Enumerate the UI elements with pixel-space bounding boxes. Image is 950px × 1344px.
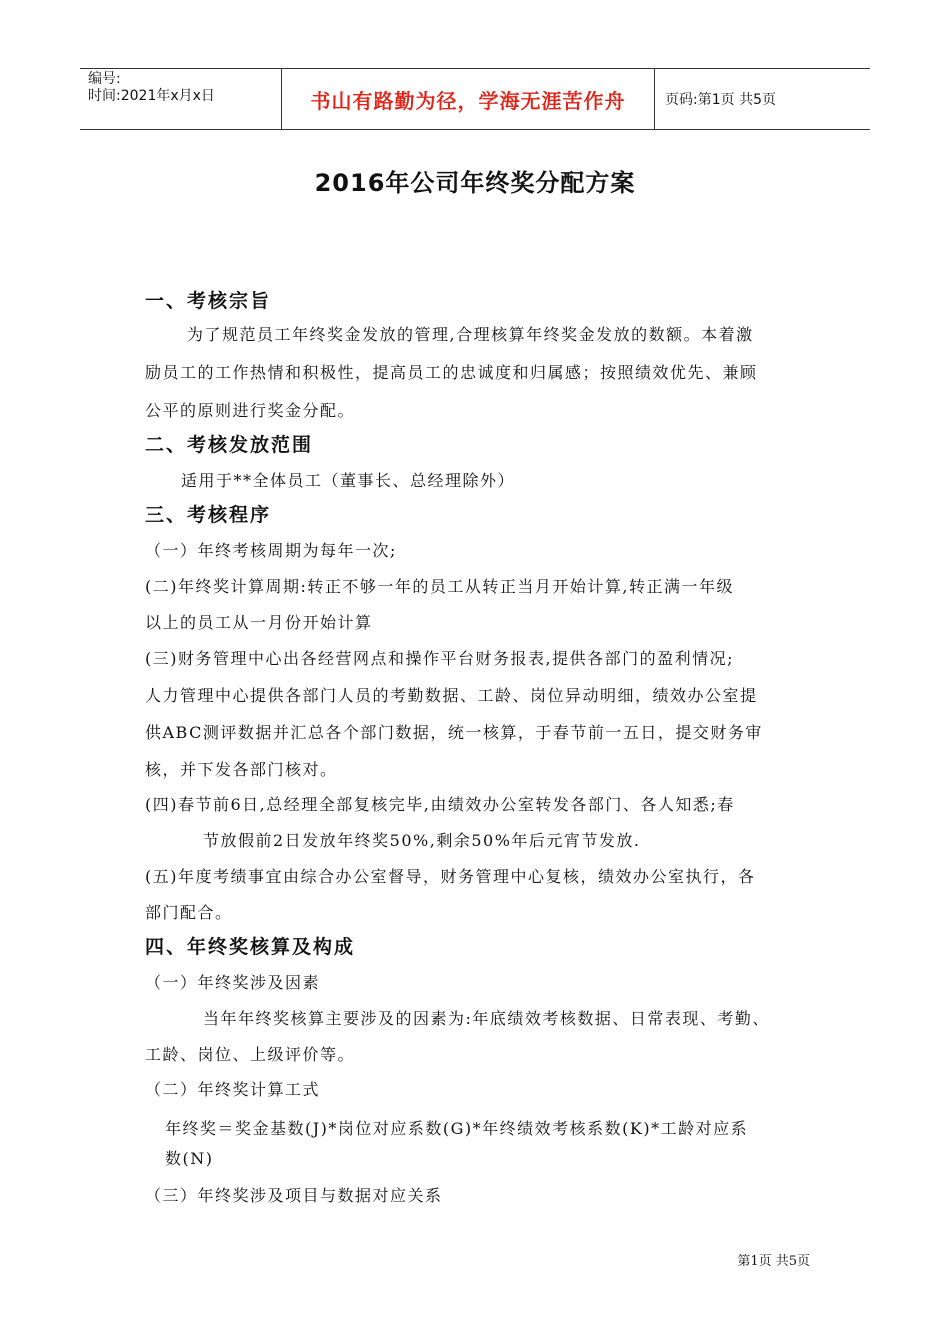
list-item: 部门配合。 xyxy=(145,903,233,922)
subheading: （一）年终奖涉及因素 xyxy=(145,973,321,992)
section-heading-2: 二、考核发放范围 xyxy=(145,434,314,456)
list-item: 核，并下发各部门核对。 xyxy=(145,760,338,779)
list-item: （一）年终考核周期为每年一次; xyxy=(145,541,397,560)
subheading: （三）年终奖涉及项目与数据对应关系 xyxy=(145,1186,443,1205)
list-item: 人力管理中心提供各部门人员的考勤数据、工龄、岗位异动明细，绩效办公室提 xyxy=(145,686,758,705)
paragraph-line: 公平的原则进行奖金分配。 xyxy=(145,401,356,420)
section-heading-3: 三、考核程序 xyxy=(145,504,272,526)
paragraph-line: 当年年终奖核算主要涉及的因素为:年底绩效考核数据、日常表现、考勤、 xyxy=(203,1009,770,1028)
header-table xyxy=(80,68,870,130)
subheading: （二）年终奖计算工式 xyxy=(145,1080,321,1099)
formula-line: 年终奖＝奖金基数(J)*岗位对应系数(G)*年终绩效考核系数(K)*工龄对应系 xyxy=(165,1119,749,1138)
paragraph-line: 工龄、岗位、上级评价等。 xyxy=(145,1045,356,1064)
paragraph-line: 适用于**全体员工（董事长、总经理除外） xyxy=(181,471,516,490)
document-time-label: 时间:2021年x月x日 xyxy=(88,88,215,104)
section-heading-4: 四、年终奖核算及构成 xyxy=(145,936,356,958)
list-item: (二)年终奖计算周期:转正不够一年的员工从转正当月开始计算,转正满一年级 xyxy=(145,577,734,596)
document-title: 2016年公司年终奖分配方案 xyxy=(314,169,636,197)
formula-line: 数(N) xyxy=(165,1149,214,1168)
header-motto: 书山有路勤为径，学海无涯苦作舟 xyxy=(282,69,655,129)
header-meta xyxy=(80,69,282,129)
section-heading-1: 一、考核宗旨 xyxy=(145,290,272,312)
list-item: (五)年度考绩事宜由综合办公室督导，财务管理中心复核，绩效办公室执行，各 xyxy=(145,867,756,886)
document-number-label: 编号: xyxy=(88,71,121,87)
paragraph-line: 为了规范员工年终奖金发放的管理,合理核算年终奖金发放的数额。本着激 xyxy=(187,325,754,344)
list-item: 以上的员工从一月份开始计算 xyxy=(145,613,373,632)
paragraph-line: 励员工的工作热情和积极性，提高员工的忠诚度和归属感；按照绩效优先、兼顾 xyxy=(145,363,758,382)
list-item: (三)财务管理中心出各经营网点和操作平台财务报表,提供各部门的盈利情况; xyxy=(145,649,734,668)
header-page-number: 页码:第1页 共5页 xyxy=(665,92,776,108)
list-item: 供ABC测评数据并汇总各个部门数据，统一核算，于春节前一五日，提交财务审 xyxy=(145,723,763,742)
footer-page-number: 第1页 共5页 xyxy=(737,1254,810,1269)
list-item: (四)春节前6日,总经理全部复核完毕,由绩效办公室转发各部门、各人知悉;春 xyxy=(145,795,735,814)
list-item: 节放假前2日发放年终奖50%,剩余50%年后元宵节发放. xyxy=(203,831,641,850)
